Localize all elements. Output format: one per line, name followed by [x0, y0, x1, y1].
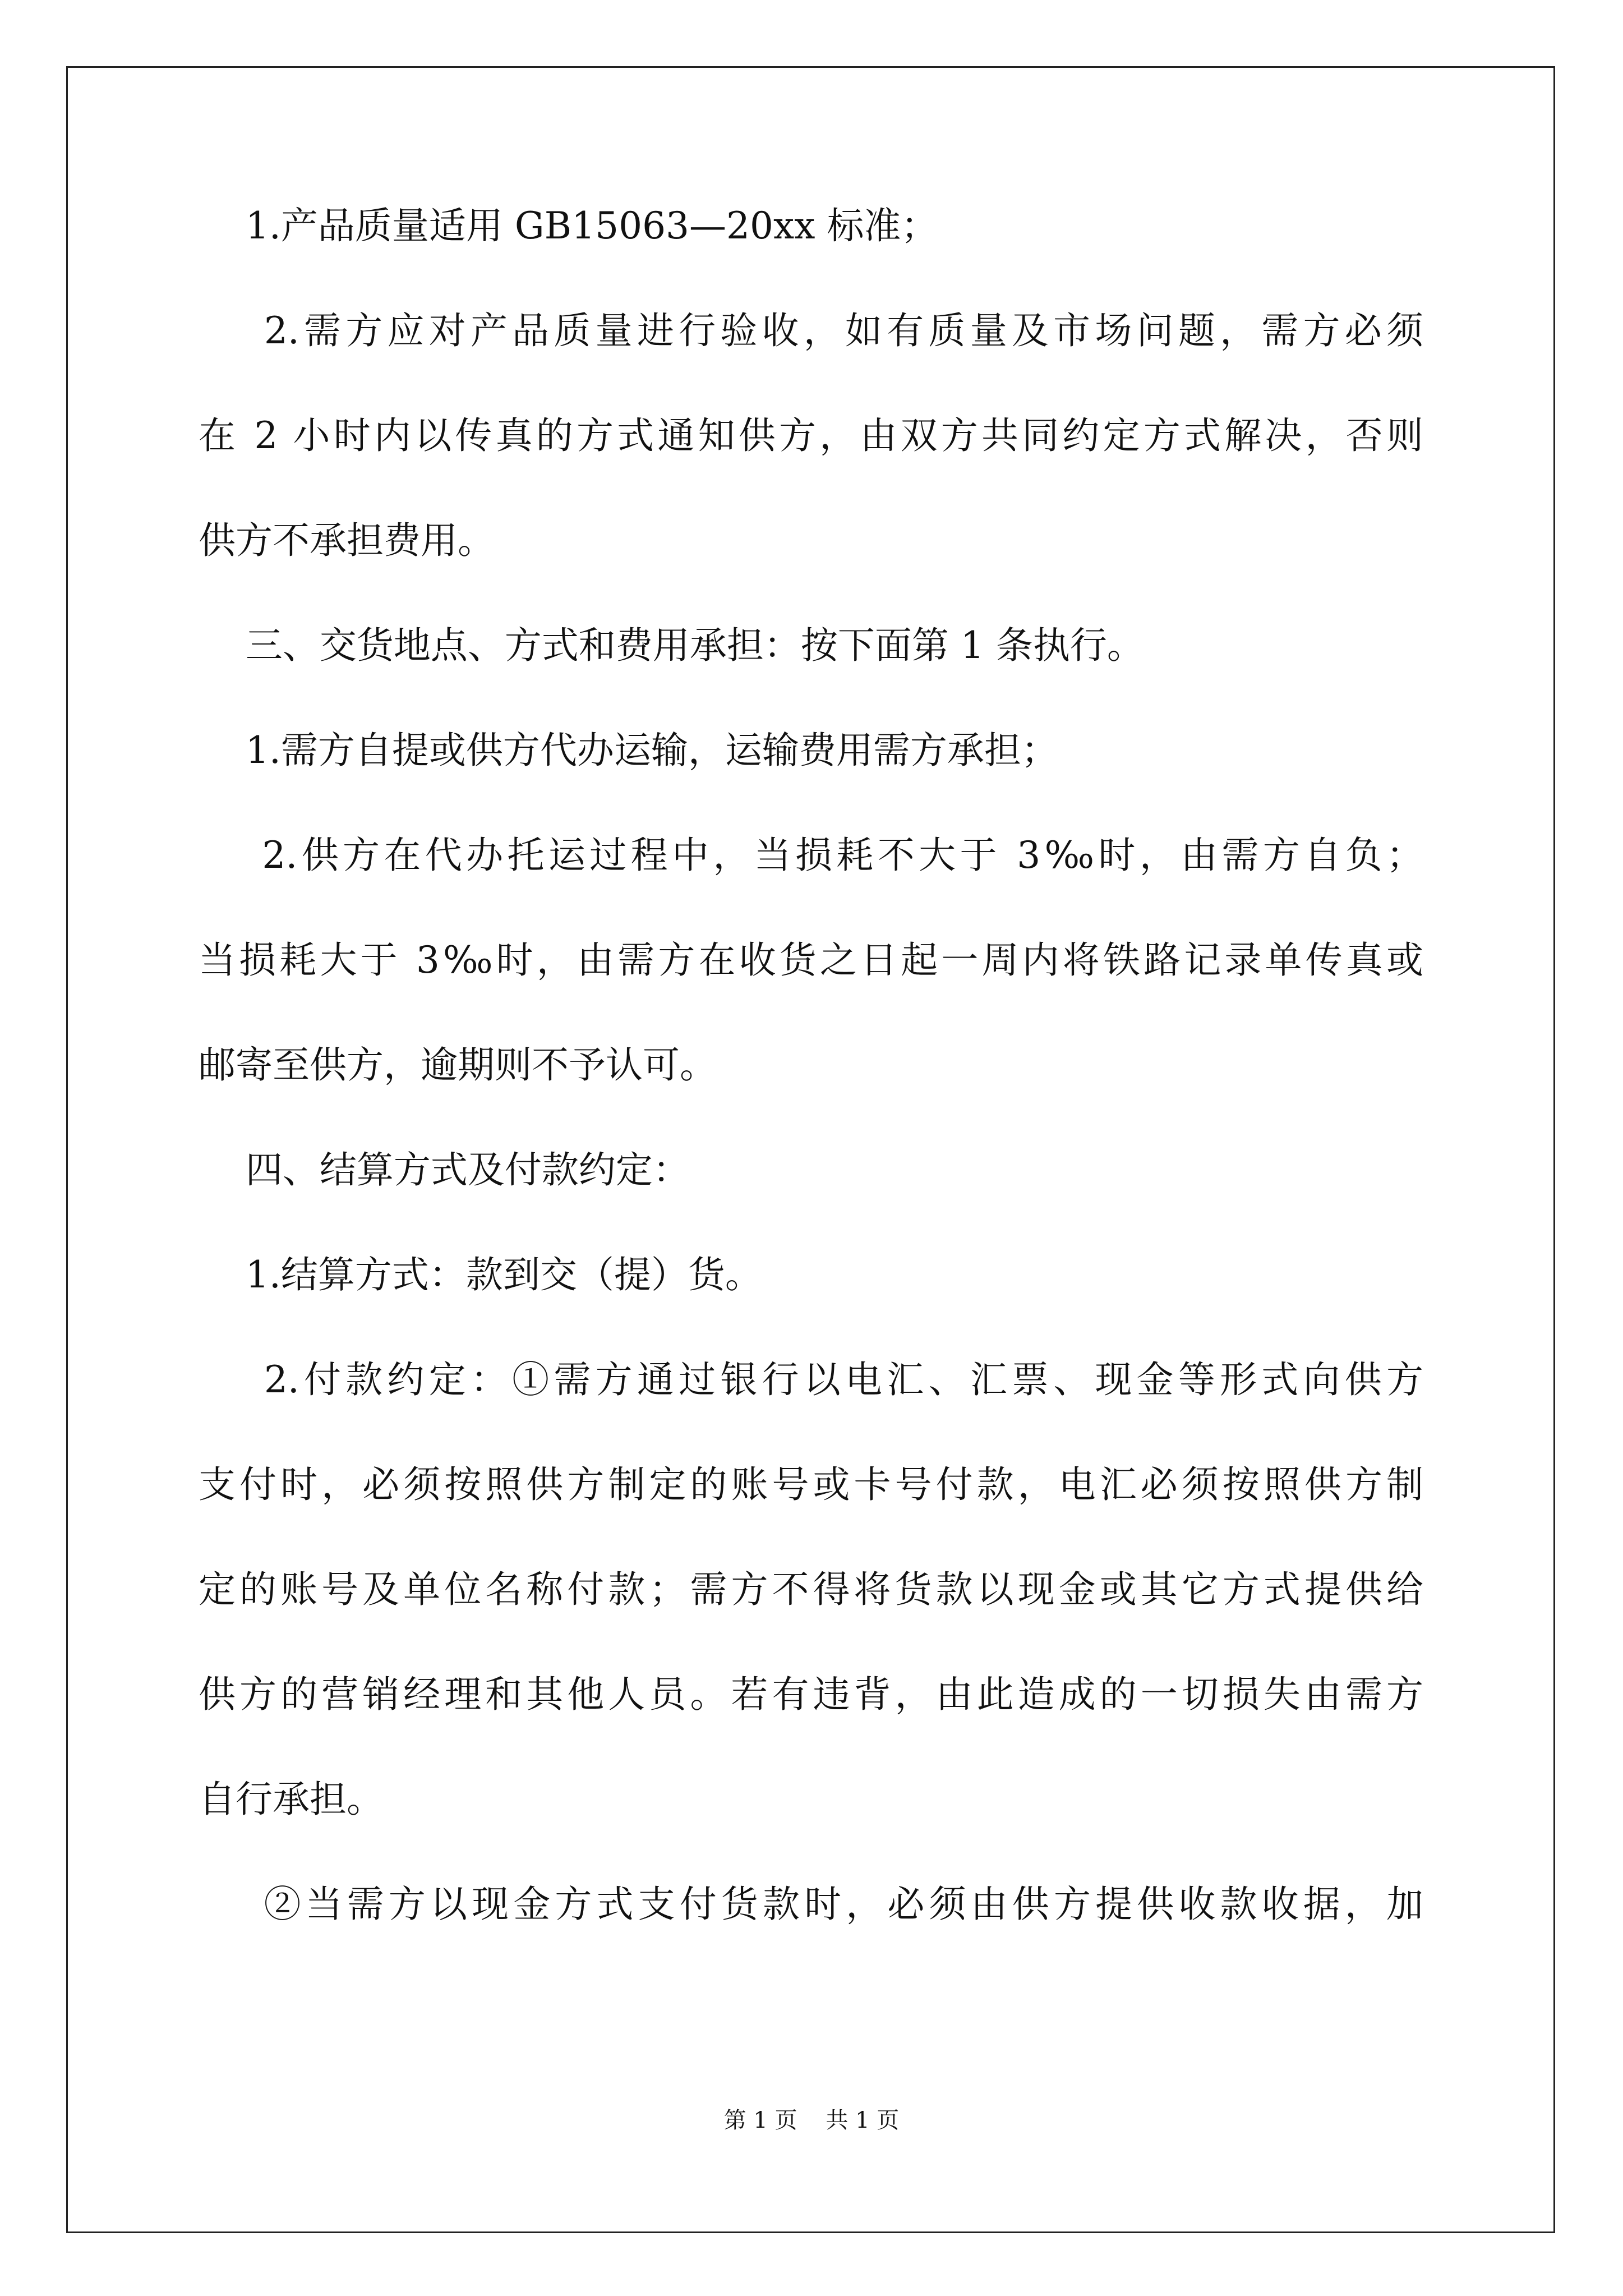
text-line-17: ②当需方以现金方式支付货款时，必须由供方提供收款收据，加 [199, 1883, 1423, 1926]
text-line-12: 2.付款约定：①需方通过银行以电汇、汇票、现金等形式向供方 [199, 1358, 1423, 1401]
text-line-13: 支付时，必须按照供方制定的账号或卡号付款，电汇必须按照供方制 [199, 1463, 1423, 1506]
text-line-1: 1.产品质量适用 GB15063—20xx 标准； [199, 204, 938, 247]
page-footer: 第 1 页 共 1 页 [723, 2108, 900, 2133]
text-line-7: 2.供方在代办托运过程中，当损耗不大于 3‰时，由需方自负； [199, 834, 1423, 877]
text-line-9: 邮寄至供方，逾期则不予认可。 [199, 1043, 717, 1087]
text-line-3: 在 2 小时内以传真的方式通知供方，由双方共同约定方式解决，否则 [199, 414, 1423, 457]
text-line-8: 当损耗大于 3‰时，由需方在收货之日起一周内将铁路记录单传真或 [199, 938, 1423, 982]
text-line-15: 供方的营销经理和其他人员。若有违背，由此造成的一切损失由需方 [199, 1673, 1423, 1716]
text-line-11: 1.结算方式：款到交（提）货。 [199, 1253, 762, 1296]
text-line-10: 四、结算方式及付款约定： [199, 1148, 690, 1191]
text-line-14: 定的账号及单位名称付款；需方不得将货款以现金或其它方式提供给 [199, 1568, 1423, 1611]
text-line-4: 供方不承担费用。 [199, 519, 495, 562]
text-line-6: 1.需方自提或供方代办运输，运输费用需方承担； [199, 729, 1058, 772]
text-line-16: 自行承担。 [199, 1778, 384, 1821]
text-line-5: 三、交货地点、方式和费用承担：按下面第 1 条执行。 [199, 624, 1144, 667]
text-line-2: 2.需方应对产品质量进行验收，如有质量及市场问题，需方必须 [199, 309, 1423, 352]
